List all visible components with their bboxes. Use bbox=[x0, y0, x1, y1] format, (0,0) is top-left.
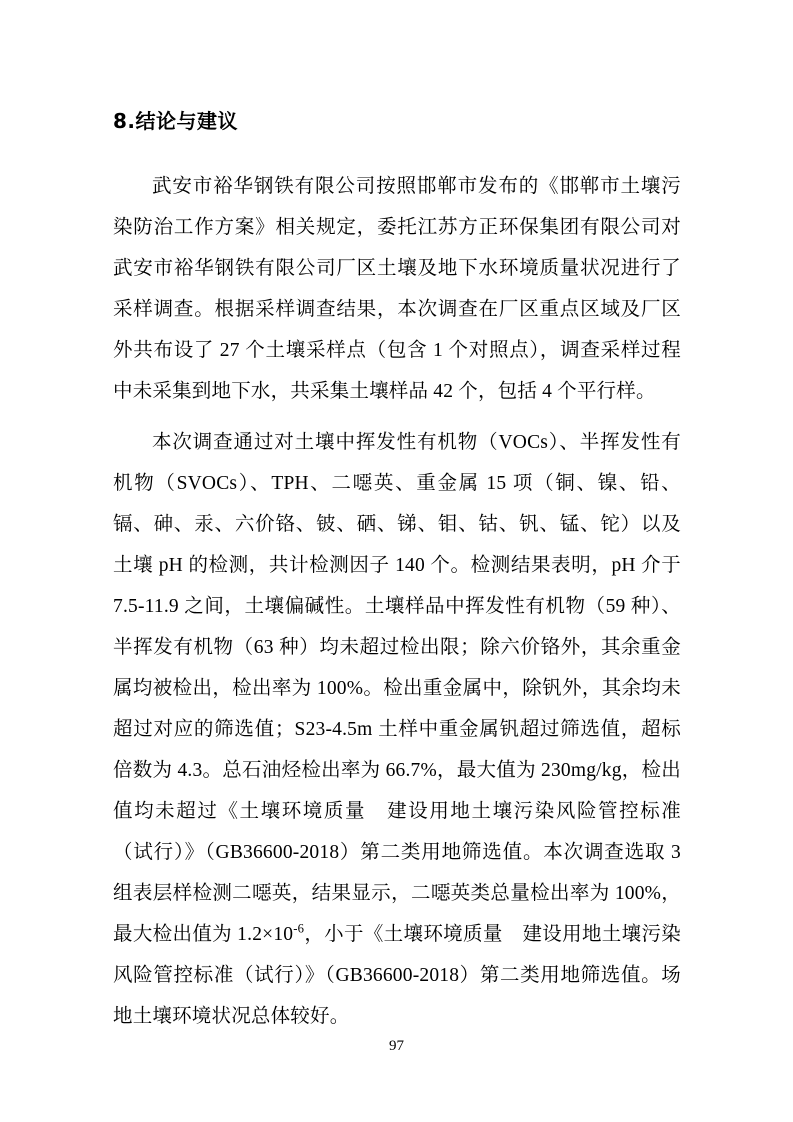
superscript-exponent: -6 bbox=[293, 921, 305, 936]
document-content bbox=[113, 0, 681, 1037]
paragraph-2 bbox=[113, 422, 681, 1037]
paragraph-1: 武安市裕华钢铁有限公司按照邯郸市发布的《邯郸市土壤污染防治工作方案》相关规定，委托江苏方正环保集团有限公司对武安市裕华钢铁有限公司厂区土壤及地下水环境质量状况进行了采样调查。根据采样调查结果，本次调查在厂区重点区域及厂区外共布设了 27 个土壤采样点（包含 1 个对照点），调查采样过程中未采集到地下水，共采集土壤样品 42 个，包括 4 个平行样。 bbox=[113, 176, 681, 402]
page-number: 97 bbox=[389, 1038, 404, 1054]
paragraph-2-text-part2: ，小于《土壤环境质量 建设用地土壤污染风险管控标准（试行）》（GB36600-2018）第二类用地筛选值。场地土壤环境状况总体较好。 bbox=[113, 924, 681, 1027]
section-heading: 8.结论与建议 bbox=[113, 109, 239, 133]
paragraph-2-text-part1: 本次调查通过对土壤中挥发性有机物（VOCs）、半挥发性有机物（SVOCs）、TPH、二噁英、重金属 15 项（铜、镍、铅、镉、砷、汞、六价铬、铍、硒、锑、钼、钴、钒、锰、铊）以及土壤 pH 的检测，共计检测因子 140 个。检测结果表明，pH 介于 7.5-11.9 之间，土壤偏碱性。土壤样品中挥发性有机物（59 种）、半挥发有机物（63 种）均未超过检出限；除六价铬外，其余重金属均被检出，检出率为 100%。检出重金属中，除钒外，其余均未超过对应的筛选值；S23-4.5m 土样中重金属钒超过筛选值，超标倍数为 4.3。总石油烃检出率为 66.7%，最大值为 230mg/kg，检出值均未超过《土壤环境质量 建设用地土壤污染风险管控标准（试行）》（GB36600-2018）第二类用地筛选值。本次调查选取 3 组表层样检测二噁英，结果显示，二噁英类总量检出率为 100%，最大检出值为 1.2×10 bbox=[113, 432, 681, 945]
